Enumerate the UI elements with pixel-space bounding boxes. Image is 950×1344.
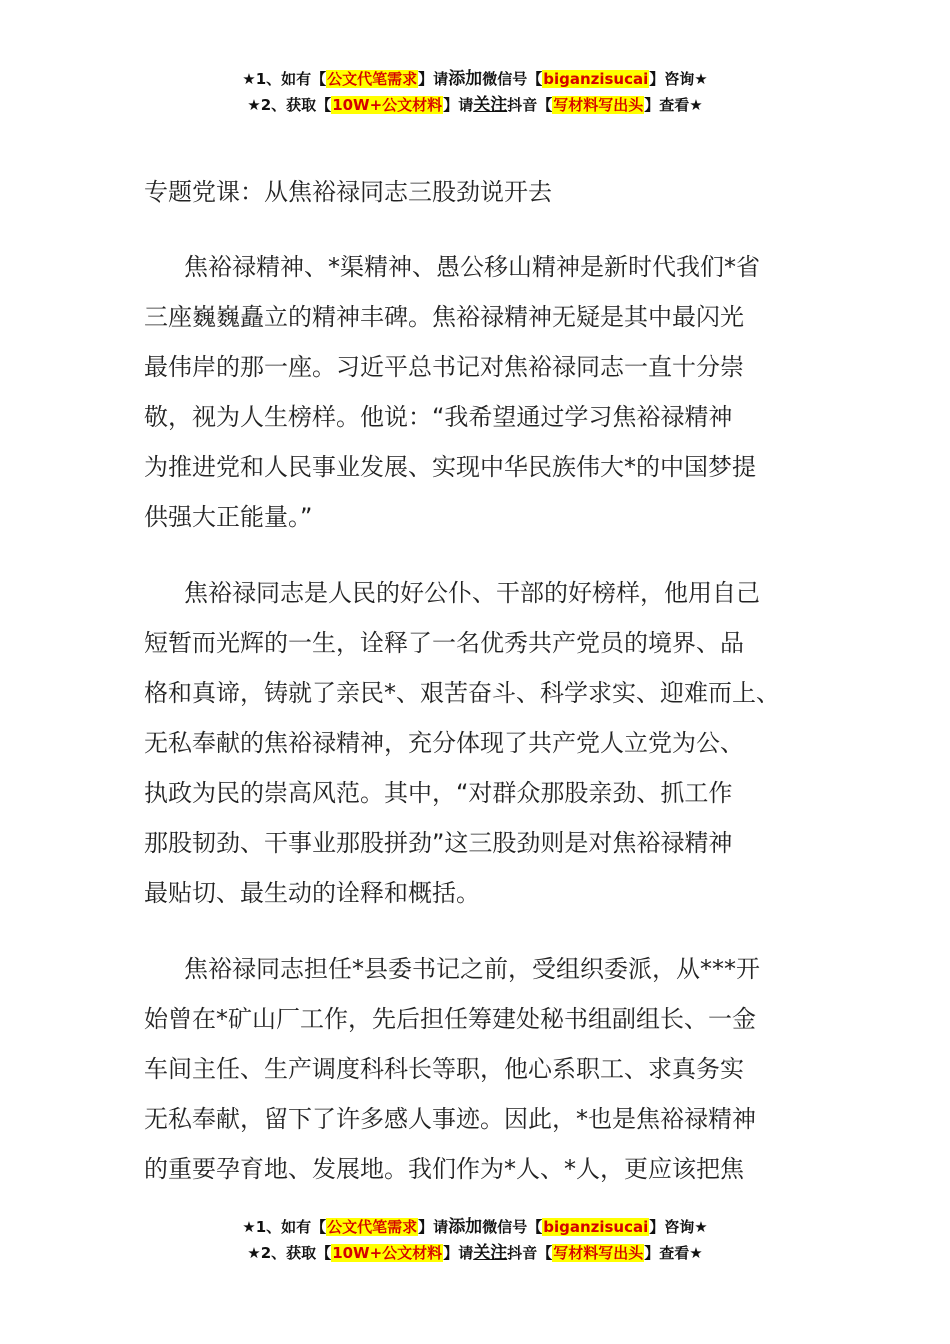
banner-text: 】咨询★	[649, 1218, 708, 1236]
paragraph-2	[144, 568, 824, 918]
banner-line-1	[0, 1214, 950, 1240]
banner-line-2	[0, 92, 950, 118]
highlight-materials: 10W+公文材料	[332, 96, 443, 114]
text-line: 那股韧劲、干事业那股拼劲”这三股劲则是对焦裕禄精神	[144, 829, 733, 857]
banner-line-2	[0, 1240, 950, 1266]
text-line: 车间主任、生产调度科科长等职，他心系职工、求真务实	[144, 1055, 744, 1083]
text-line: 焦裕禄精神、*渠精神、愚公移山精神是新时代我们*省	[184, 253, 760, 281]
highlight-materials: 10W+公文材料	[332, 1244, 443, 1262]
banner-text: 】请	[418, 70, 449, 88]
banner-emphasis: 关注	[473, 95, 508, 115]
text-line: 无私奉献，留下了许多感人事迹。因此，*也是焦裕禄精神	[144, 1105, 756, 1133]
highlight-wechat-id: biganzisucai	[543, 1218, 649, 1236]
highlight-service: 公文代笔需求	[327, 70, 418, 88]
banner-text: ★2、获取【	[247, 1244, 332, 1262]
banner-text: 】请	[443, 96, 474, 114]
banner-emphasis: 添加	[448, 69, 483, 89]
text-line: 最伟岸的那一座。习近平总书记对焦裕禄同志一直十分崇	[144, 353, 744, 381]
text-line: 执政为民的崇高风范。其中，“对群众那股亲劲、抓工作	[144, 779, 733, 807]
banner-text: 微信号【	[482, 70, 543, 88]
text-line: 敬，视为人生榜样。他说：“我希望通过学习焦裕禄精神	[144, 403, 733, 431]
banner-text: 】咨询★	[649, 70, 708, 88]
banner-text: ★1、如有【	[242, 1218, 327, 1236]
banner-text: 微信号【	[482, 1218, 543, 1236]
banner-text: 】请	[418, 1218, 449, 1236]
text-line: 始曾在*矿山厂工作，先后担任筹建处秘书组副组长、一金	[144, 1005, 756, 1033]
text-line: 格和真谛，铸就了亲民*、艰苦奋斗、科学求实、迎难而上、	[144, 679, 780, 707]
paragraph-1	[144, 242, 824, 542]
text-line: 最贴切、最生动的诠释和概括。	[144, 879, 480, 907]
banner-text: 】查看★	[644, 96, 703, 114]
text-line: 三座巍巍矗立的精神丰碑。焦裕禄精神无疑是其中最闪光	[144, 303, 744, 331]
paragraph-3	[144, 944, 824, 1194]
document-body	[144, 172, 824, 1220]
document-title: 专题党课：从焦裕禄同志三股劲说开去	[144, 178, 552, 206]
highlight-wechat-id: biganzisucai	[543, 70, 649, 88]
highlight-douyin-account: 写材料写出头	[553, 1244, 644, 1262]
text-line: 的重要孕育地、发展地。我们作为*人、*人，更应该把焦	[144, 1155, 744, 1183]
footer-banner	[0, 1214, 950, 1266]
text-line: 焦裕禄同志是人民的好公仆、干部的好榜样，他用自己	[184, 579, 760, 607]
text-line: 焦裕禄同志担任*县委书记之前，受组织委派，从***开	[184, 955, 760, 983]
banner-text: 抖音【	[507, 96, 553, 114]
banner-emphasis: 关注	[473, 1243, 508, 1263]
banner-text: 】请	[443, 1244, 474, 1262]
highlight-service: 公文代笔需求	[327, 1218, 418, 1236]
banner-text: 】查看★	[644, 1244, 703, 1262]
banner-line-1	[0, 66, 950, 92]
text-line: 为推进党和人民事业发展、实现中华民族伟大*的中国梦提	[144, 453, 756, 481]
text-line: 供强大正能量。”	[144, 503, 313, 531]
text-line: 短暂而光辉的一生，诠释了一名优秀共产党员的境界、品	[144, 629, 744, 657]
highlight-douyin-account: 写材料写出头	[553, 96, 644, 114]
text-line: 无私奉献的焦裕禄精神，充分体现了共产党人立党为公、	[144, 729, 744, 757]
banner-emphasis: 添加	[448, 1217, 483, 1237]
banner-text: ★2、获取【	[247, 96, 332, 114]
banner-text: ★1、如有【	[242, 70, 327, 88]
header-banner	[0, 66, 950, 118]
banner-text: 抖音【	[507, 1244, 553, 1262]
